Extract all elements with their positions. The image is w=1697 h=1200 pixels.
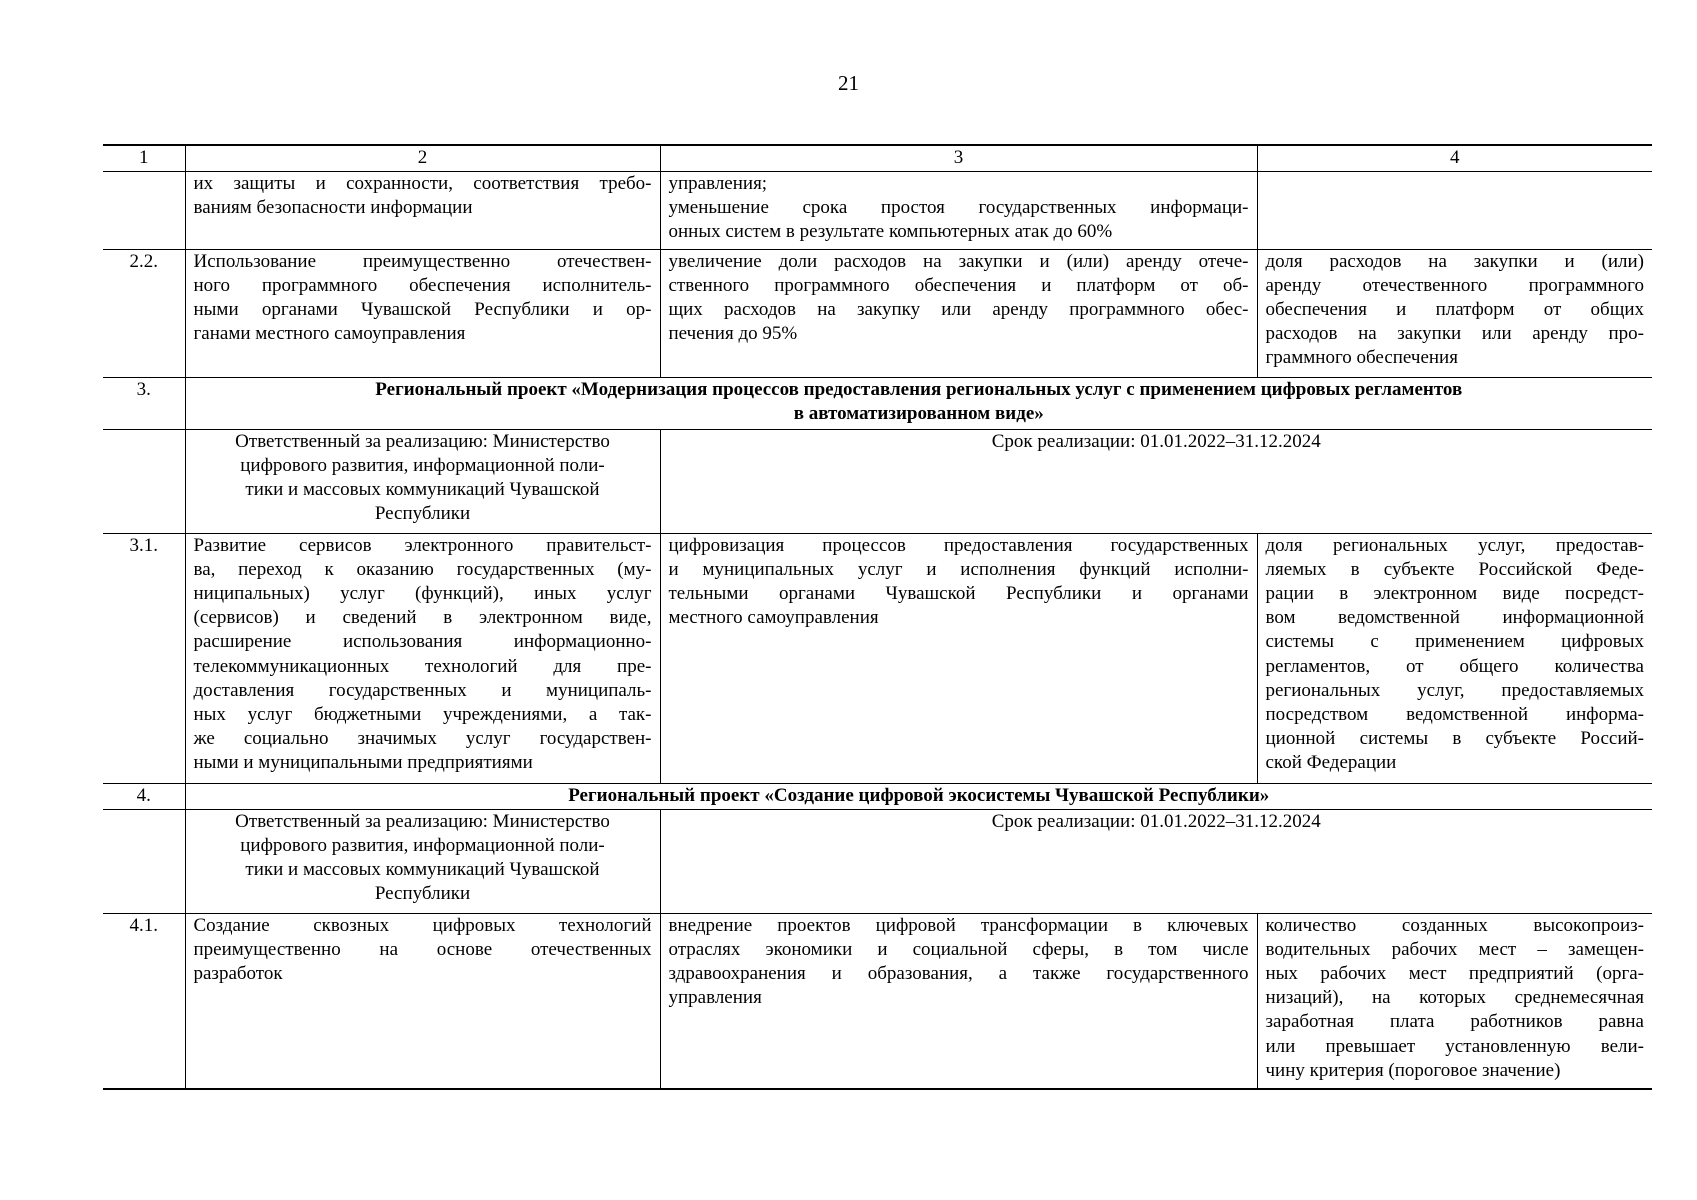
text-line: расширение использования информационно- — [193, 631, 652, 653]
text-line: посредством ведомственной информа- — [1265, 703, 1644, 725]
text-line: ва, переход к оказанию государственных (му- — [193, 558, 652, 580]
text-line: увеличение доли расходов на закупки и (или) аренду отече- — [668, 250, 1249, 272]
text-line: управления — [668, 987, 762, 1009]
cell-objective — [185, 533, 660, 783]
text-line: Создание сквозных цифровых технологий — [193, 914, 652, 936]
text-line: отраслях экономики и социальной сферы, в том числе — [668, 938, 1249, 960]
cell-num: 3.1. — [103, 533, 185, 783]
page-number: 21 — [838, 71, 859, 95]
text-line: Использование преимущественно отечествен- — [193, 250, 652, 272]
cell-num: 4.1. — [103, 913, 185, 1089]
text-line: или превышает установленную вели- — [1265, 1035, 1644, 1057]
header-col-2: 2 — [185, 145, 660, 171]
text-line: Республики — [374, 883, 471, 905]
text-line: ской Федерации — [1265, 752, 1397, 774]
text-line: ными органами Чувашской Республики и ор- — [193, 298, 652, 320]
table-row-3-project — [103, 377, 1652, 429]
header-col-3: 3 — [660, 145, 1257, 171]
text-line: же социально значимых услуг государствен- — [193, 728, 652, 750]
text-line: доставления государственных и муниципаль- — [193, 679, 652, 701]
project-title-cell — [185, 377, 1652, 429]
table-row-4-project — [103, 783, 1652, 809]
project-title-cell — [185, 783, 1652, 809]
table-row-continuation — [103, 171, 1652, 249]
text-line: расходов на закупки или аренду про- — [1265, 323, 1644, 345]
text-line: ственного программного обеспечения и платформ от об- — [668, 274, 1249, 296]
text-line: печения до 95% — [668, 323, 798, 345]
text-line: ганами местного самоуправления — [193, 323, 466, 345]
text-line: ляемых в субъекте Российской Феде- — [1265, 558, 1644, 580]
deadline-cell — [660, 809, 1652, 913]
text-line: тики и массовых коммуникаций Чувашской — [245, 858, 600, 880]
table-row-4-1 — [103, 913, 1652, 1089]
project-title-line: Региональный проект «Создание цифровой экосистемы Чувашской Республики» — [568, 784, 1270, 806]
text-line: здравоохранения и образования, а также государственного — [668, 962, 1249, 984]
text-line: обеспечения и платформ от общих — [1265, 298, 1644, 320]
text-line: тельными органами Чувашской Республики и органами — [668, 582, 1249, 604]
text-line: регламентов, от общего количества — [1265, 655, 1644, 677]
table-row-2-2 — [103, 249, 1652, 377]
text-line: их защиты и сохранности, соответствия требо- — [193, 172, 652, 194]
text-line: ными и муниципальными предприятиями — [193, 752, 533, 774]
cell-num — [103, 809, 185, 913]
text-line: разработок — [193, 962, 283, 984]
text-line: граммного обеспечения — [1265, 347, 1458, 369]
text-line: и муниципальных услуг и исполнения функций исполни- — [668, 558, 1249, 580]
responsible-cell — [185, 809, 660, 913]
text-line: онных систем в результате компьютерных атак до 60% — [668, 220, 1113, 242]
text-line: чину критерия (пороговое значение) — [1265, 1059, 1561, 1081]
cell-objective — [185, 171, 660, 249]
cell-objective — [185, 249, 660, 377]
text-line: ных рабочих мест предприятий (орга- — [1265, 962, 1644, 984]
text-line: уменьшение срока простоя государственных информаци- — [668, 196, 1249, 218]
text-line: цифрового развития, информационной поли- — [240, 834, 605, 856]
text-line: щих расходов на закупку или аренду программного обес- — [668, 298, 1249, 320]
text-line: количество созданных высокопроиз- — [1265, 914, 1644, 936]
cell-result — [660, 171, 1257, 249]
text-line: цифровизация процессов предоставления государственных — [668, 534, 1249, 556]
table-header-row — [103, 145, 1652, 171]
text-line: местного самоуправления — [668, 607, 879, 629]
cell-num: 4. — [103, 783, 185, 809]
text-line: аренду отечественного программного — [1265, 274, 1644, 296]
text-line: преимущественно на основе отечественных — [193, 938, 652, 960]
cell-num: 3. — [103, 377, 185, 429]
text-line: региональных услуг, предоставляемых — [1265, 679, 1644, 701]
responsible-cell — [185, 429, 660, 533]
text-line: ционной системы в субъекте Россий- — [1265, 728, 1644, 750]
text-line: внедрение проектов цифровой трансформации в ключевых — [668, 914, 1249, 936]
cell-num: 2.2. — [103, 249, 185, 377]
deadline-cell — [660, 429, 1652, 533]
text-line: рации в электронном виде посредст- — [1265, 582, 1644, 604]
cell-objective — [185, 913, 660, 1089]
header-col-4: 4 — [1257, 145, 1652, 171]
text-line: Ответственный за реализацию: Министерство — [235, 810, 610, 832]
text-line: доля региональных услуг, предостав- — [1265, 534, 1644, 556]
text-line: водительных рабочих мест – замещен- — [1265, 938, 1644, 960]
cell-indicator — [1257, 533, 1652, 783]
document-table — [103, 144, 1652, 1090]
text-line: ных услуг бюджетными учреждениями, а так- — [193, 703, 652, 725]
cell-result — [660, 249, 1257, 377]
text-line: (сервисов) и сведений в электронном виде, — [193, 607, 652, 629]
deadline-text: Срок реализации: 01.01.2022–31.12.2024 — [991, 430, 1321, 452]
deadline-text: Срок реализации: 01.01.2022–31.12.2024 — [991, 810, 1321, 832]
cell-num — [103, 171, 185, 249]
text-line: ваниям безопасности информации — [193, 196, 473, 218]
project-title-line: Региональный проект «Модернизация процессов предоставления региональных услуг с применением цифровых регламентов — [375, 378, 1463, 400]
cell-num — [103, 429, 185, 533]
table-row-4-responsible — [103, 809, 1652, 913]
cell-indicator — [1257, 171, 1652, 249]
text-line: вом ведомственной информационной — [1265, 607, 1644, 629]
cell-result — [660, 533, 1257, 783]
text-line: низаций), на которых среднемесячная — [1265, 987, 1644, 1009]
text-line: доля расходов на закупки и (или) — [1265, 250, 1644, 272]
text-line: тики и массовых коммуникаций Чувашской — [245, 478, 600, 500]
table-row-3-1 — [103, 533, 1652, 783]
text-line: цифрового развития, информационной поли- — [240, 454, 605, 476]
header-col-1: 1 — [103, 145, 185, 171]
cell-indicator — [1257, 249, 1652, 377]
text-line: Ответственный за реализацию: Министерство — [235, 430, 610, 452]
text-line: ного программного обеспечения исполнитель- — [193, 274, 652, 296]
text-line: системы с применением цифровых — [1265, 631, 1644, 653]
text-line: телекоммуникационных технологий для пре- — [193, 655, 652, 677]
text-line: Республики — [374, 503, 471, 525]
text-line: Развитие сервисов электронного правительст- — [193, 534, 652, 556]
cell-result — [660, 913, 1257, 1089]
cell-indicator — [1257, 913, 1652, 1089]
table-row-3-responsible — [103, 429, 1652, 533]
text-line: ниципальных) услуг (функций), иных услуг — [193, 582, 652, 604]
text-line: заработная плата работников равна — [1265, 1011, 1644, 1033]
text-line: управления; — [668, 172, 768, 194]
project-title-line: в автоматизированном виде» — [793, 402, 1044, 424]
